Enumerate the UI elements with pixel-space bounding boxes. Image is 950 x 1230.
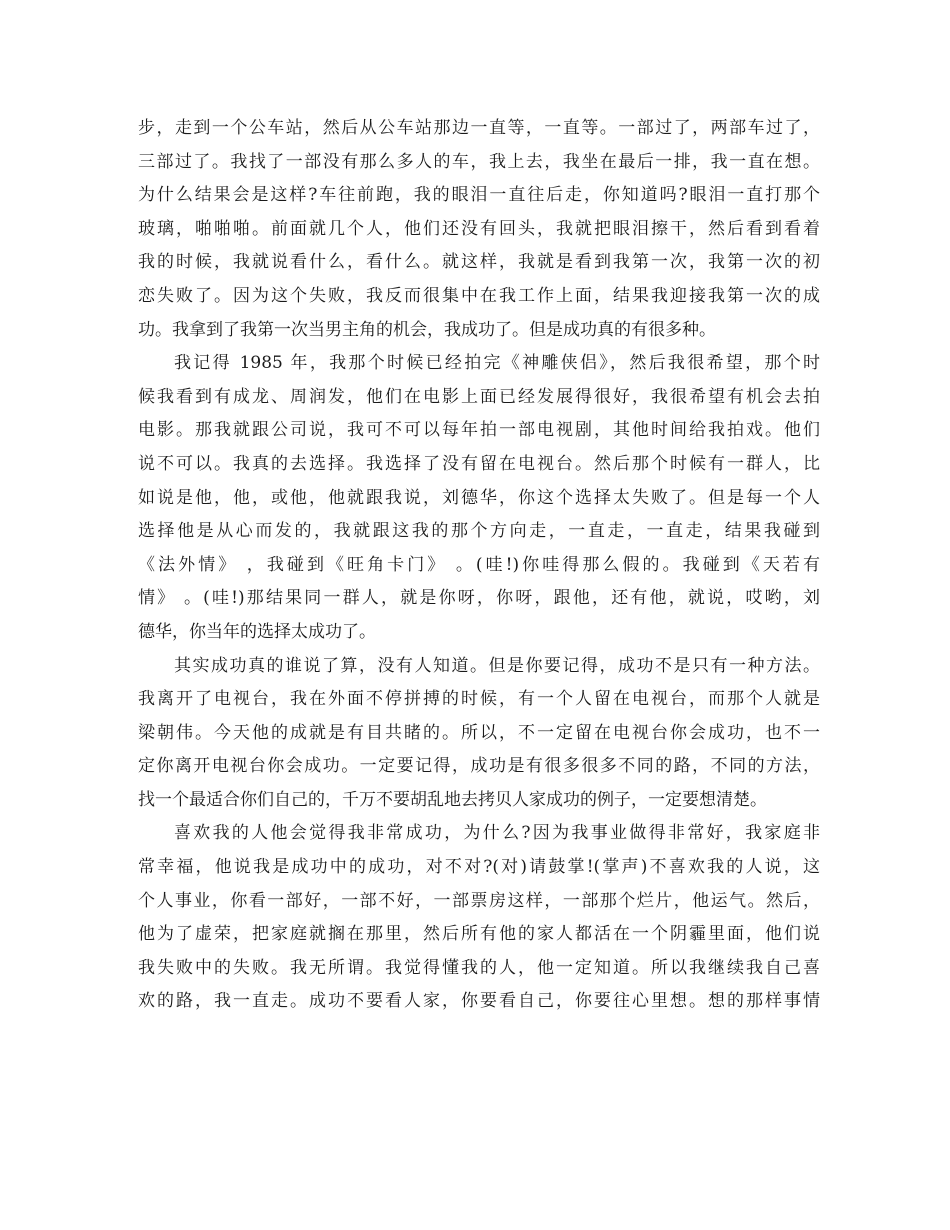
text-line: 我离开了电视台，我在外面不停拼搏的时候，有一个人留在电视台，而那个人就是 xyxy=(138,689,820,710)
text-line: 他为了虚荣，把家庭就搁在那里，然后所有他的家人都活在一个阴霾里面，他们说 xyxy=(138,924,820,945)
text-line: 情》 。(哇!)那结果同一群人，就是你呀，你呀，跟他，还有他，就说，哎哟，刘 xyxy=(138,588,820,609)
text-line: 恋失败了。因为这个失败，我反而很集中在我工作上面，结果我迎接我第一次的成 xyxy=(138,285,820,306)
text-line: 个人事业，你看一部好，一部不好，一部票房这样，一部那个烂片，他运气。然后， xyxy=(138,890,820,911)
text-line: 选择他是从心而发的，我就跟这我的那个方向走，一直走，一直走，结果我碰到 xyxy=(138,521,820,542)
text-line: 如说是他，他，或他，他就跟我说，刘德华，你这个选择太失败了。但是每一个人 xyxy=(138,487,820,508)
text-line: 为什么结果会是这样?车往前跑，我的眼泪一直往后走，你知道吗?眼泪一直打那个 xyxy=(138,185,820,206)
text-line: 功。我拿到了我第一次当男主角的机会，我成功了。但是成功真的有很多种。 xyxy=(138,319,716,340)
paragraph-first-line: 其实成功真的谁说了算，没有人知道。但是你要记得，成功不是只有一种方法。 xyxy=(174,655,820,676)
text-line: 我的时候，我就说看什么，看什么。就这样，我就是看到我第一次，我第一次的初 xyxy=(138,252,820,273)
text-line: 常幸福，他说我是成功中的成功，对不对?(对)请鼓掌!(掌声)不喜欢我的人说，这 xyxy=(138,857,820,878)
text-line: 我失败中的失败。我无所谓。我觉得懂我的人，他一定知道。所以我继续我自己喜 xyxy=(138,957,820,978)
text-line: 德华，你当年的选择太成功了。 xyxy=(138,621,376,642)
paragraph-first-line: 我记得 1985 年，我那个时候已经拍完《神雕侠侣》，然后我很希望，那个时 xyxy=(174,353,820,374)
text-line: 找一个最适合你们自己的，千万不要胡乱地去拷贝人家成功的例子，一定要想清楚。 xyxy=(138,789,767,810)
paragraph-first-line: 喜欢我的人他会觉得我非常成功，为什么?因为我事业做得非常好，我家庭非 xyxy=(174,823,820,844)
text-line: 说不可以。我真的去选择。我选择了没有留在电视台。然后那个时候有一群人，比 xyxy=(138,453,820,474)
document-body xyxy=(138,112,820,1019)
text-line: 电影。那我就跟公司说，我可不可以每年拍一部电视剧，其他时间给我拍戏。他们 xyxy=(138,420,820,441)
text-line: 定你离开电视台你会成功。一定要记得，成功是有很多很多不同的路，不同的方法， xyxy=(138,756,820,777)
text-line: 玻璃，啪啪啪。前面就几个人，他们还没有回头，我就把眼泪擦干，然后看到看着 xyxy=(138,218,820,239)
text-line: 欢的路，我一直走。成功不要看人家，你要看自己，你要往心里想。想的那样事情 xyxy=(138,991,820,1012)
text-line: 梁朝伟。今天他的成就是有目共睹的。所以，不一定留在电视台你会成功，也不一 xyxy=(138,722,820,743)
text-line: 三部过了。我找了一部没有那么多人的车，我上去，我坐在最后一排，我一直在想。 xyxy=(138,151,820,172)
text-line: 候我看到有成龙、周润发，他们在电影上面已经发展得很好，我很希望有机会去拍 xyxy=(138,386,820,407)
text-line: 《法外情》 ，我碰到《旺角卡门》 。(哇!)你哇得那么假的。我碰到《天若有 xyxy=(138,554,820,575)
text-line: 步，走到一个公车站，然后从公车站那边一直等，一直等。一部过了，两部车过了， xyxy=(138,118,820,138)
